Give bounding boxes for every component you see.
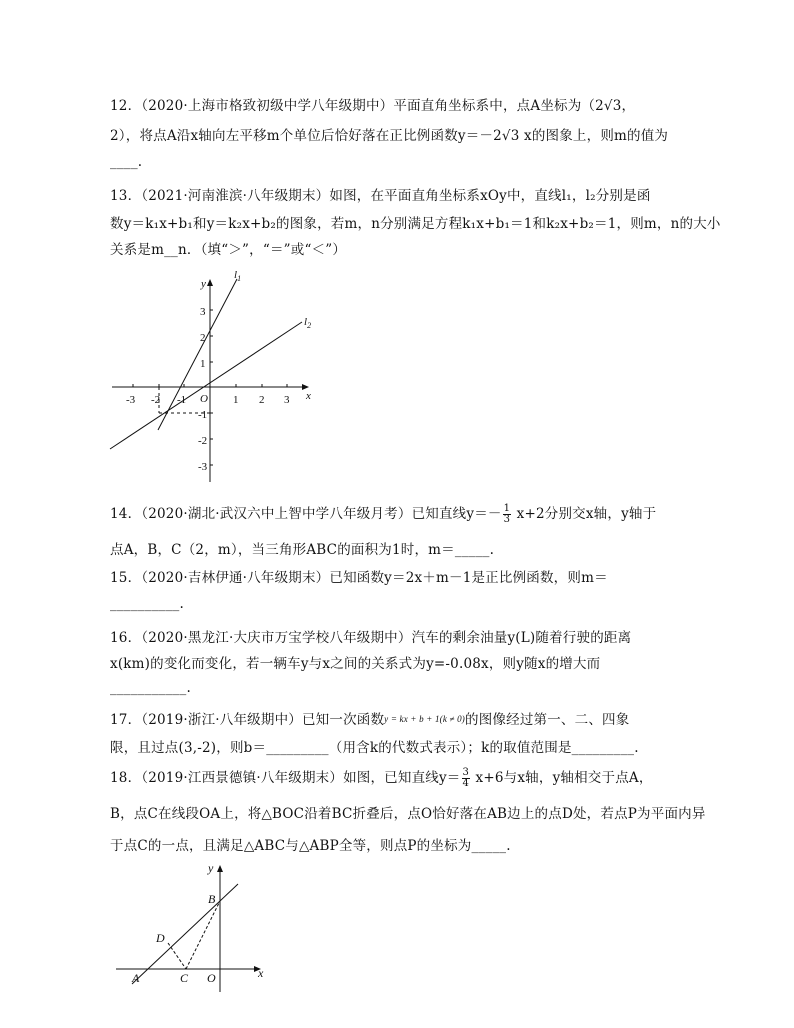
q17-line2: 限，且过点(3,-2)，则b＝_________（用含k的代数式表示）；k的取值范围是_________. (110, 740, 639, 756)
y-tick-2: 2 (200, 332, 206, 344)
q18-line3: 于点C的一点，且满足△ABC与△ABP全等，则点P的坐标为_____. (110, 838, 511, 854)
x-tick-1: 1 (233, 394, 239, 406)
y-tick--2: -2 (198, 435, 208, 447)
x-tick-2: 2 (259, 394, 265, 406)
q13-line2: 数y＝k₁x+b₁和y＝k₂x+b₂的图象，若m，n分别满足方程k₁x+b₁＝1和k₂x+b₂＝1，则m，n的大小 (110, 216, 721, 232)
y-axis-arrow (207, 279, 213, 286)
q17-formula: y = kx + b + 1(k ≠ 0) (384, 714, 466, 724)
q14-fraction: $\frac{1}{3}$ (503, 503, 511, 525)
q15-line2: __________. (110, 596, 184, 612)
y-tick-1: 1 (200, 358, 206, 370)
q12-line2: 2），将点A沿x轴向左平移m个单位后恰好落在正比例函数y＝－2√3 x的图象上，则m的值为 (110, 128, 669, 144)
line-l1 (158, 279, 237, 430)
l2-label: $l_2$ (304, 316, 312, 330)
q16-line1: 16．（2020·黑龙江·大庆市万宝学校八年级期中）汽车的剩余油量y(L)随着行驶的距离 (110, 630, 632, 646)
q16-line2: x(km)的变化而变化，若一辆车y与x之间的关系式为y=-0.08x，则y随x的增大而 (110, 656, 601, 672)
l1-label: $l_1$ (234, 269, 242, 283)
x-tick--3: -3 (126, 394, 136, 406)
label-O: O (207, 971, 216, 985)
q18-line1: 18．（2019·江西景德镇·八年级期末）如图，已知直线y＝ $\frac{3}{4}$ x+6与x轴，y轴相交于点A， (110, 767, 653, 789)
label-C: C (180, 971, 189, 985)
label-D: D (156, 931, 165, 945)
q14-line1: 14．（2020·湖北·武汉六中上智中学八年级月考）已知直线y＝－ $\frac{1}{3}$ x+2分别交x轴，y轴于 (110, 503, 657, 525)
label-x: x (258, 966, 264, 980)
x-tick--2: -2 (151, 394, 161, 406)
y-axis-arrow (217, 865, 223, 872)
graph-lines-l1-l2 (106, 262, 331, 487)
q12-line3: ____. (110, 154, 143, 170)
origin-label: O (200, 393, 208, 405)
line-l2 (110, 322, 302, 449)
fold-line-BC (186, 901, 220, 969)
q14-line2: 点A，B，C（2，m），当三角形ABC的面积为1时，m＝_____. (110, 542, 495, 558)
y-axis-label: y (201, 278, 206, 290)
q13-line3: 关系是m__n．（填“＞”，“＝”或“＜”） (110, 242, 347, 258)
y-tick-3: 3 (200, 306, 206, 318)
x-tick-3: 3 (284, 394, 290, 406)
graph-folding-triangle (110, 858, 280, 998)
q15-line1: 15．（2020·吉林伊通·八年级期末）已知函数y＝2x＋m－1是正比例函数，则m＝ (110, 570, 608, 586)
q13-line1: 13．（2021·河南淮滨·八年级期末）如图，在平面直角坐标系xOy中，直线l₁，l₂分别是函 (110, 188, 651, 204)
y-tick--3: -3 (198, 461, 208, 473)
q17-line1: 17．（2019·浙江·八年级期中）已知一次函数y = kx + b + 1(k ≠ 0)的图像经过第一、二、四象 (110, 712, 630, 728)
q12-line1: 12．（2020·上海市格致初级中学八年级期中）平面直角坐标系中，点A坐标为（2√3， (110, 98, 636, 114)
y-tick--1: -1 (198, 409, 208, 421)
q18-line2: B，点C在线段OA上，将△BOC沿着BC折叠后，点O恰好落在AB边上的点D处，若点P为平面内异 (110, 806, 706, 822)
x-tick--1: -1 (177, 394, 187, 406)
label-A: A (132, 971, 140, 985)
label-y: y (208, 861, 214, 875)
x-axis-label: x (306, 390, 311, 402)
label-B: B (208, 892, 216, 906)
q16-line3: ___________. (110, 680, 191, 696)
q18-fraction: $\frac{3}{4}$ (462, 767, 470, 789)
